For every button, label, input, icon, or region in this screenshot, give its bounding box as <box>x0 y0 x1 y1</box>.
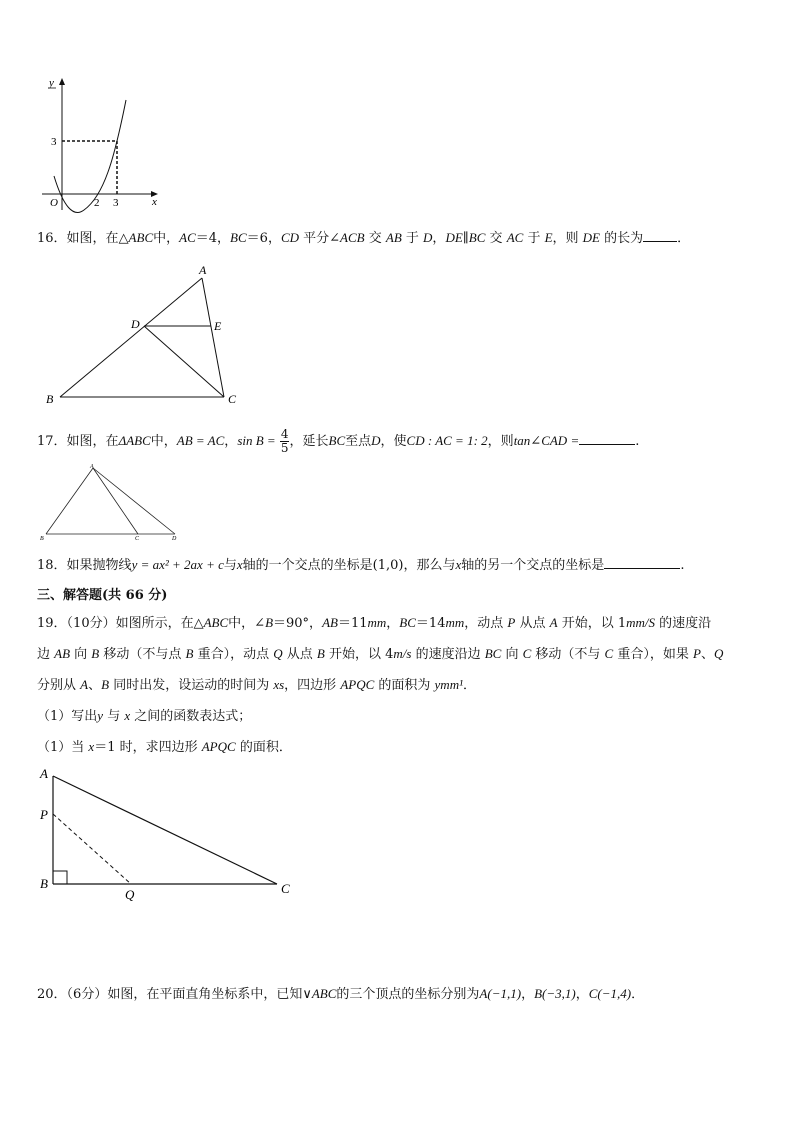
q19-s1-label: （1）写出 <box>37 709 98 724</box>
q17-bc: BC <box>328 433 346 448</box>
origin-label: O <box>50 197 58 209</box>
q16-text-i: ，则 <box>552 231 583 246</box>
q19-l2-t5: 从点 <box>282 647 317 662</box>
q17-number: 17． <box>37 434 67 449</box>
q18-text-c: 轴的一个交点的坐标是 <box>242 558 373 573</box>
q18-x2: x <box>455 557 462 572</box>
q19-l3-t2: 、 <box>88 678 102 693</box>
q19-l2-b: B <box>91 646 100 661</box>
q19-s1-t2: 之间的函数表达式； <box>130 709 252 724</box>
q18-text-b: 与 <box>223 558 237 573</box>
q19-s1-x: x <box>124 708 131 723</box>
q19-right-angle-mark <box>53 871 67 884</box>
q17-text-a: 如图，在 <box>66 434 119 449</box>
q20-score: （6分） <box>66 987 108 1002</box>
q16-bc2: BC <box>468 230 486 245</box>
q19-dashed-pq <box>53 814 131 884</box>
q19-l3-ymm: ymm¹ <box>434 677 463 692</box>
q17-text-e: 至点 <box>345 434 372 449</box>
q19-figure <box>36 764 300 904</box>
q16-segment-cd <box>144 326 224 397</box>
q19-l2-t4: 重合），动点 <box>193 647 274 662</box>
x-axis-label: x <box>152 196 157 208</box>
q16-text-e: 于 <box>401 231 424 246</box>
q19-l1-t10: 的速度沿 <box>655 616 712 631</box>
tick-y-3: 3 <box>51 136 57 148</box>
q19-l2-p: P <box>692 646 701 661</box>
q19-l1-bc: BC <box>399 615 416 630</box>
y-axis-label: y <box>49 77 54 89</box>
q19-label-p: P <box>40 807 48 822</box>
q19-l2-t10: 重合），如果 <box>613 647 693 662</box>
q17-fraction-numerator: 4 <box>280 427 289 441</box>
q19-s2-x: x <box>88 739 95 754</box>
q19-l2-q: Q <box>273 646 283 661</box>
q19-s1-y: y <box>97 708 104 723</box>
q18-text-d: ，那么与 <box>403 558 456 573</box>
q17-text-f: ，使 <box>380 434 407 449</box>
q19-label-c: C <box>281 881 290 896</box>
q16-text-h: 于 <box>523 231 545 246</box>
q16-label-c: C <box>228 392 237 406</box>
q19-l1-t2: 中，∠ <box>228 616 266 631</box>
q19-l3-t5: 的面积为 <box>374 678 435 693</box>
q16-label-e: E <box>214 319 222 333</box>
q19-l1-t3: ＝90°， <box>273 616 323 631</box>
question-16 <box>37 229 690 248</box>
q18-text-e: 轴的另一个交点的坐标是 <box>461 558 605 573</box>
q20-a: A(−1,1) <box>479 986 522 1001</box>
q17-tri: ΔABC <box>118 433 151 448</box>
q20-tri: ∨ABC <box>302 986 337 1001</box>
q20-t1: 如图，在平面直角坐标系中，已知 <box>107 987 303 1002</box>
q19-l2-t3: 移动（不与点 <box>99 647 186 662</box>
q19-s2-label: （1）当 <box>37 740 89 755</box>
q19-l1-t1: 如图所示，在△ <box>115 616 204 631</box>
q19-l1-p: P <box>507 615 516 630</box>
section-3-heading: 三、解答题(共 66 分) <box>37 588 168 603</box>
q16-bc: BC <box>230 230 247 245</box>
q17-label-d: D <box>172 536 177 542</box>
q19-l3-t4: ，四边形 <box>284 678 341 693</box>
question-17 <box>37 428 639 455</box>
q20-number: 20． <box>37 987 67 1002</box>
q19-l3-t3: 同时出发，设运动的时间为 <box>109 678 274 693</box>
q20-c: C(−1,4) <box>588 986 632 1001</box>
q16-d: D <box>423 230 433 245</box>
q19-l2-t1: 边 <box>37 647 55 662</box>
q19-l2-t9: 移动（不与 <box>531 647 605 662</box>
question-20 <box>37 983 644 1006</box>
q16-answer-blank[interactable] <box>643 229 677 242</box>
q19-l2-b3: B <box>316 646 325 661</box>
q19-l2-t2: 向 <box>70 647 92 662</box>
q16-side-ac <box>202 278 224 397</box>
q16-ac2: AC <box>506 230 524 245</box>
q19-l1-unit: mm/S <box>626 615 655 630</box>
q18-parabola: y = ax² + 2ax + c <box>131 557 224 572</box>
q16-de: DE <box>445 230 463 245</box>
tick-x-2: 2 <box>94 197 100 209</box>
y-axis-arrow <box>59 78 65 85</box>
q20-t3: ， <box>521 987 535 1002</box>
q17-sin: sin B = <box>237 433 276 448</box>
q16-acb: ACB <box>340 230 365 245</box>
q19-s1-t1: 与 <box>103 709 125 724</box>
q16-side-ab <box>60 278 202 397</box>
q19-l1-mm1: mm <box>367 615 387 630</box>
q19-l2-c: C <box>522 646 532 661</box>
q16-text-d: 交 <box>364 231 386 246</box>
q17-answer-blank[interactable] <box>579 432 635 445</box>
q19-l1-t4: ＝11 <box>337 616 368 631</box>
q17-label-b: B <box>40 536 44 542</box>
q17-text-b: 中， <box>150 434 177 449</box>
q16-de2: DE <box>582 230 601 245</box>
q16-text-j: 的长为 <box>600 231 644 246</box>
q18-x: x <box>236 557 243 572</box>
q19-l2-t6: 开始，以 4 <box>324 647 394 662</box>
q19-line-2 <box>37 645 723 664</box>
q19-line-1 <box>37 614 711 633</box>
q19-l1-t9: 开始，以 1 <box>557 616 627 631</box>
q18-end: . <box>680 558 685 573</box>
q17-side-ac <box>93 468 138 534</box>
q16-text-f: ， <box>432 231 446 246</box>
q16-cd: CD <box>280 230 300 245</box>
q17-tan: tan∠CAD = <box>513 433 580 448</box>
q20-t4: ， <box>575 987 589 1002</box>
q17-d: D <box>371 433 381 448</box>
q17-eq: AB = AC <box>176 433 225 448</box>
q19-label-b: B <box>40 876 48 891</box>
q19-side-ac <box>53 776 277 884</box>
q19-l2-bc: BC <box>484 646 502 661</box>
q19-l3-a: A <box>80 677 89 692</box>
q17-fraction-denominator: 5 <box>280 441 289 455</box>
q16-end: ． <box>677 231 691 246</box>
q19-l3-apqc: APQC <box>340 677 375 692</box>
q19-label-q: Q <box>125 887 135 902</box>
q16-text: 如图，在 <box>66 231 119 246</box>
parabola-graph <box>38 72 168 214</box>
q19-l2-t8: 向 <box>501 647 523 662</box>
q19-l1-a: A <box>549 615 558 630</box>
q20-t2: 的三个顶点的坐标分别为 <box>336 987 480 1002</box>
q16-ac: AC <box>179 230 196 245</box>
q19-l2-ab: AB <box>54 646 71 661</box>
q16-label-a: A <box>199 263 207 277</box>
q19-l2-t11: 、 <box>700 647 714 662</box>
q19-l1-t6: ＝14 <box>415 616 446 631</box>
q16-eq4: ＝4， <box>195 231 231 246</box>
q16-label-d: D <box>131 317 140 331</box>
q19-s2-eq: ＝1 <box>94 740 116 755</box>
q16-text-b: 中， <box>153 231 180 246</box>
q17-text-c: ， <box>224 434 238 449</box>
q16-figure <box>40 262 250 408</box>
question-18 <box>37 556 684 575</box>
q19-l1-abc: ABC <box>203 615 229 630</box>
q18-answer-blank[interactable] <box>604 556 680 569</box>
q19-l2-t7: 的速度沿边 <box>411 647 485 662</box>
q19-sub-2 <box>37 738 292 757</box>
q19-l1-b: B <box>265 615 274 630</box>
q19-line-3 <box>37 676 476 695</box>
q19-l1-t7: ，动点 <box>464 616 508 631</box>
q16-tri: △ABC <box>118 230 154 245</box>
tick-x-3: 3 <box>113 197 119 209</box>
q19-l3-b: B <box>101 677 110 692</box>
q19-label-a: A <box>40 766 48 781</box>
q19-l3-xs: xs <box>273 677 285 692</box>
q19-l3-t6: ． <box>462 678 476 693</box>
q17-text-d: ，延长 <box>289 434 329 449</box>
q16-parallel: ∥ <box>462 231 469 246</box>
q19-s2-t2: 的面积． <box>235 740 292 755</box>
q19-s2-t1: 时，求四边形 <box>115 740 202 755</box>
q19-l2-b2: B <box>185 646 194 661</box>
q17-label-c: C <box>135 536 140 542</box>
q17-figure <box>38 462 188 542</box>
q16-e: E <box>544 230 553 245</box>
q19-l1-t8: 从点 <box>515 616 550 631</box>
q19-l3-t1: 分别从 <box>37 678 81 693</box>
q19-l1-t5: ， <box>386 616 400 631</box>
q17-text-g: ，则 <box>487 434 514 449</box>
q20-b: B(−3,1) <box>534 986 576 1001</box>
q16-ab: AB <box>385 230 402 245</box>
parabola-curve <box>54 100 126 212</box>
q20-end: ． <box>631 987 645 1002</box>
q16-number: 16． <box>37 231 67 246</box>
q18-point: (1,0) <box>372 558 404 573</box>
q19-s2-apqc: APQC <box>201 739 236 754</box>
q19-l2-c2: C <box>604 646 614 661</box>
q17-end: . <box>635 434 640 449</box>
q19-number: 19． <box>37 616 67 631</box>
q19-l2-unit: m/s <box>393 646 412 661</box>
q17-label-a: A <box>90 464 94 470</box>
q18-number: 18． <box>37 558 67 573</box>
q19-l1-mm2: mm <box>445 615 465 630</box>
q19-l2-q2: Q <box>713 646 724 661</box>
q19-score: （10分） <box>66 616 116 631</box>
q19-sub-1 <box>37 707 251 726</box>
q18-text-a: 如果抛物线 <box>66 558 132 573</box>
q17-segment-ad <box>93 468 175 534</box>
q17-side-ab <box>46 468 93 534</box>
q16-text-c: 平分∠ <box>299 231 341 246</box>
q17-ratio: CD : AC = 1: 2 <box>406 433 488 448</box>
q19-l1-ab: AB <box>322 615 338 630</box>
q16-text-g: 交 <box>485 231 507 246</box>
q16-eq6: ＝6， <box>246 231 281 246</box>
q16-label-b: B <box>46 392 54 406</box>
